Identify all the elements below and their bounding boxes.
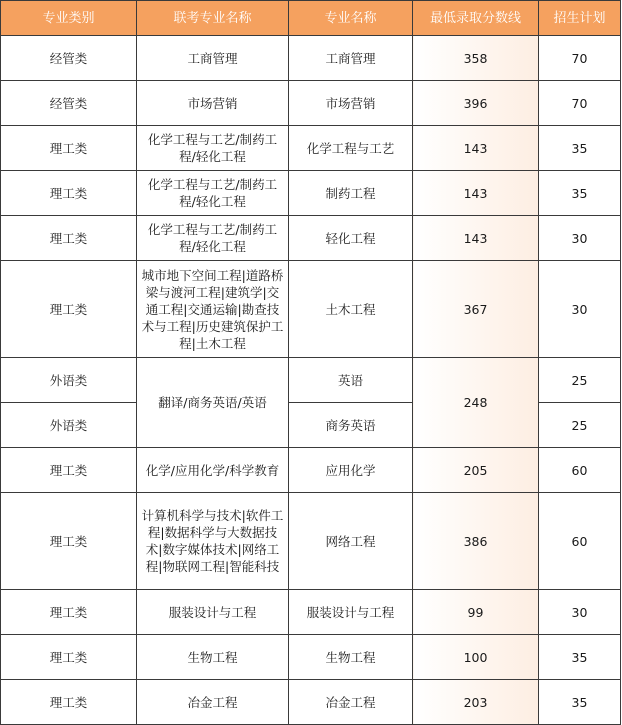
cell-exam-major: 计算机科学与技术|软件工程|数据科学与大数据技术|数字媒体技术|网络工程|物联网工程|智能科技 — [137, 493, 289, 590]
header-exam-major: 联考专业名称 — [137, 1, 289, 36]
cell-plan: 30 — [539, 261, 621, 358]
cell-major: 网络工程 — [289, 493, 413, 590]
cell-plan: 35 — [539, 680, 621, 725]
cell-major: 英语 — [289, 358, 413, 403]
cell-exam-major: 冶金工程 — [137, 680, 289, 725]
table-row — [1, 216, 621, 261]
cell-plan: 25 — [539, 403, 621, 448]
cell-category: 外语类 — [1, 358, 137, 403]
cell-major: 工商管理 — [289, 36, 413, 81]
cell-plan: 60 — [539, 493, 621, 590]
cell-score: 143 — [413, 216, 539, 261]
header-row — [1, 1, 621, 36]
table-row — [1, 358, 621, 403]
cell-score: 396 — [413, 81, 539, 126]
table-row — [1, 36, 621, 81]
header-plan: 招生计划 — [539, 1, 621, 36]
table-row — [1, 171, 621, 216]
cell-major: 土木工程 — [289, 261, 413, 358]
cell-exam-major: 市场营销 — [137, 81, 289, 126]
cell-exam-major: 化学工程与工艺/制药工程/轻化工程 — [137, 126, 289, 171]
cell-plan: 35 — [539, 635, 621, 680]
cell-major: 生物工程 — [289, 635, 413, 680]
cell-plan: 70 — [539, 81, 621, 126]
cell-category: 理工类 — [1, 216, 137, 261]
cell-score: 367 — [413, 261, 539, 358]
cell-category: 经管类 — [1, 36, 137, 81]
cell-category: 理工类 — [1, 493, 137, 590]
header-min-score: 最低录取分数线 — [413, 1, 539, 36]
cell-plan: 60 — [539, 448, 621, 493]
cell-score: 248 — [413, 358, 539, 448]
cell-plan: 35 — [539, 171, 621, 216]
cell-category: 理工类 — [1, 171, 137, 216]
cell-plan: 25 — [539, 358, 621, 403]
cell-score: 205 — [413, 448, 539, 493]
cell-major: 制药工程 — [289, 171, 413, 216]
cell-major: 应用化学 — [289, 448, 413, 493]
cell-plan: 30 — [539, 216, 621, 261]
table-row — [1, 448, 621, 493]
table-row — [1, 680, 621, 725]
cell-score: 99 — [413, 590, 539, 635]
cell-exam-major: 化学工程与工艺/制药工程/轻化工程 — [137, 216, 289, 261]
header-category: 专业类别 — [1, 1, 137, 36]
table-row — [1, 126, 621, 171]
cell-score: 143 — [413, 126, 539, 171]
cell-score: 203 — [413, 680, 539, 725]
cell-exam-major: 工商管理 — [137, 36, 289, 81]
cell-major: 化学工程与工艺 — [289, 126, 413, 171]
cell-category: 外语类 — [1, 403, 137, 448]
cell-plan: 70 — [539, 36, 621, 81]
cell-score: 100 — [413, 635, 539, 680]
cell-exam-major: 化学/应用化学/科学教育 — [137, 448, 289, 493]
cell-plan: 35 — [539, 126, 621, 171]
cell-score: 143 — [413, 171, 539, 216]
cell-exam-major: 生物工程 — [137, 635, 289, 680]
cell-category: 理工类 — [1, 261, 137, 358]
cell-major: 轻化工程 — [289, 216, 413, 261]
cell-exam-major: 服装设计与工程 — [137, 590, 289, 635]
cell-score: 386 — [413, 493, 539, 590]
cell-exam-major: 化学工程与工艺/制药工程/轻化工程 — [137, 171, 289, 216]
cell-category: 理工类 — [1, 448, 137, 493]
table-row — [1, 590, 621, 635]
cell-category: 理工类 — [1, 635, 137, 680]
cell-exam-major: 翻译/商务英语/英语 — [137, 358, 289, 448]
cell-category: 理工类 — [1, 680, 137, 725]
cell-major: 服装设计与工程 — [289, 590, 413, 635]
table-row — [1, 261, 621, 358]
cell-major: 市场营销 — [289, 81, 413, 126]
cell-category: 理工类 — [1, 590, 137, 635]
cell-category: 理工类 — [1, 126, 137, 171]
cell-plan: 30 — [539, 590, 621, 635]
cell-score: 358 — [413, 36, 539, 81]
cell-exam-major: 城市地下空间工程|道路桥梁与渡河工程|建筑学|交通工程|交通运输|勘查技术与工程|历史建筑保护工程|土木工程 — [137, 261, 289, 358]
header-major: 专业名称 — [289, 1, 413, 36]
cell-major: 商务英语 — [289, 403, 413, 448]
table-row — [1, 493, 621, 590]
cell-category: 经管类 — [1, 81, 137, 126]
table-row — [1, 635, 621, 680]
table-row — [1, 81, 621, 126]
cell-major: 冶金工程 — [289, 680, 413, 725]
